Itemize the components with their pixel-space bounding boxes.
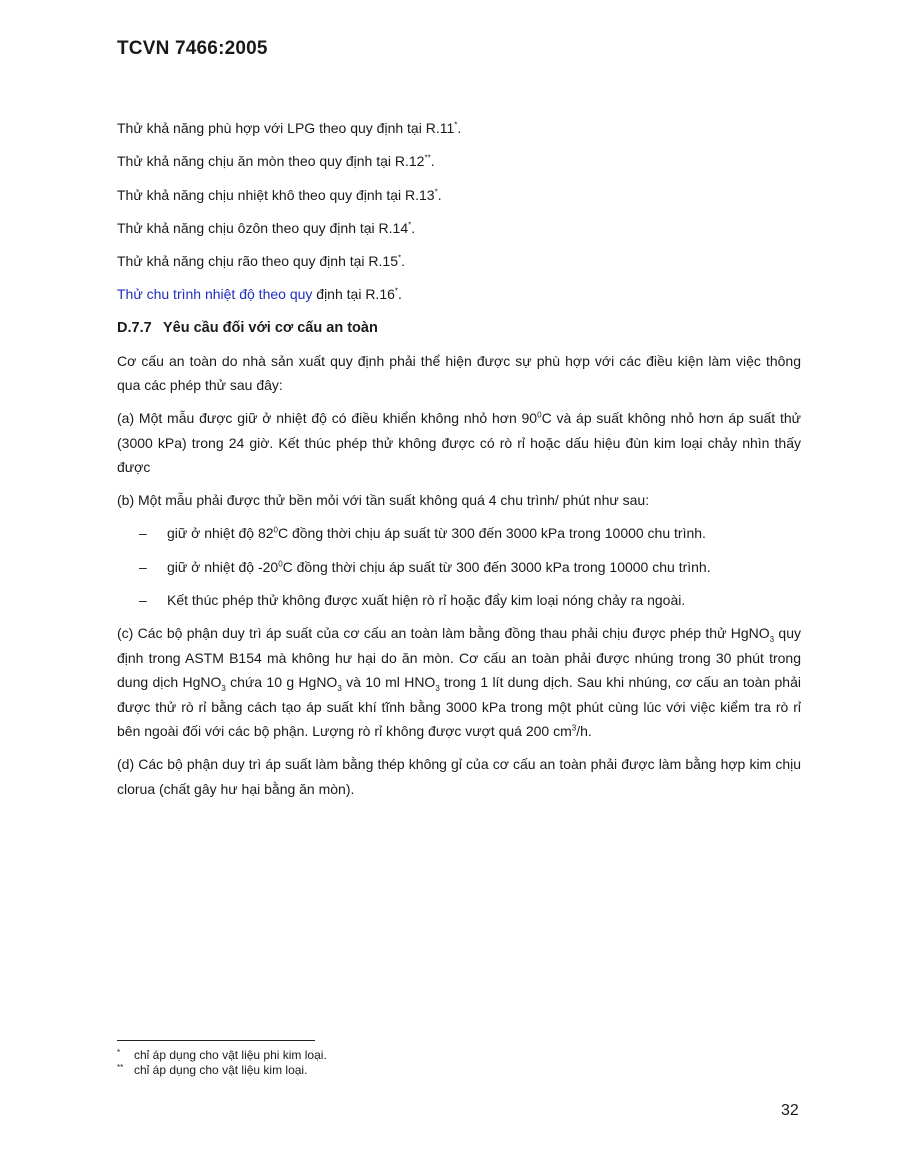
footnote-divider (117, 1040, 315, 1041)
footnote-item (117, 1063, 327, 1078)
bullet-item (117, 555, 801, 580)
test-line-r16: Thử chu trình nhiệt độ theo quy định tại R.16*. (117, 286, 402, 303)
test-line-r13: Thử khả năng chịu nhiệt khô theo quy định tại R.13*. (117, 186, 442, 203)
footnote-text: chỉ áp dụng cho vật liệu phi kim loại. (134, 1048, 327, 1062)
footnote-marker: * (394, 286, 399, 296)
subscript: 3 (337, 683, 342, 693)
test-line-r14: Thử khả năng chịu ôzôn theo quy định tại R.14*. (117, 219, 416, 236)
superscript: 3 (571, 723, 577, 733)
subscript: 3 (435, 683, 440, 693)
test-text: Thử khả năng chịu ăn mòn theo quy định tại R.12 (117, 153, 425, 170)
section-number: D.7.7 (117, 319, 152, 336)
footnote-marker: ** (117, 1063, 124, 1072)
dash-icon: – (139, 525, 147, 542)
degree-sup: 0 (278, 558, 283, 568)
section-title: Yêu cầu đối với cơ cấu an toàn (163, 319, 378, 336)
item-c-text: /h. (576, 723, 592, 740)
test-text: Thử khả năng phù hợp với LPG theo quy định tại R.11 (117, 120, 455, 136)
bullet-item (117, 588, 801, 613)
degree-sup: 0 (273, 525, 278, 535)
intro-paragraph: Cơ cấu an toàn do nhà sản xuất quy định phải thể hiện được sự phù hợp với các điều kiện làm việc thông qua các phép thử sau đây: (117, 352, 801, 394)
item-d-paragraph: (d) Các bộ phận duy trì áp suất làm bằng thép không gỉ của cơ cấu an toàn phải được làm bằng hợp kim chịu clorua (chất gây hư hại bằng ăn mòn). (117, 756, 801, 797)
footnote-item (117, 1048, 327, 1063)
bullet-item (117, 521, 801, 546)
test-text: Thử khả năng chịu rão theo quy định tại R.15 (117, 253, 398, 270)
item-a-text: (a) Một mẫu được giữ ở nhiệt độ có điều khiển không nhỏ hơn 90 (117, 410, 538, 427)
item-a-paragraph (117, 406, 801, 480)
test-text: Thử khả năng chịu nhiệt khô theo quy định tại R.13 (117, 186, 435, 203)
bullet-text: C đồng thời chịu áp suất từ 300 đến 3000 kPa trong 10000 chu trình. (277, 525, 706, 542)
item-a-text: C và áp suất không nhỏ hơn áp suất thử (3000 kPa) trong 24 giờ. Kết thúc phép thử không được có rò rỉ hoặc dấu hiệu đùn kim loại chảy nhìn thấy được (117, 410, 801, 476)
footnote-marker: * (117, 1048, 121, 1057)
footnote-marker: * (454, 120, 458, 130)
test-line-r15: Thử khả năng chịu rão theo quy định tại R.15*. (117, 253, 406, 270)
bullet-text: giữ ở nhiệt độ 82 (167, 525, 274, 542)
page-number: 32 (781, 1102, 799, 1119)
footnote-marker: * (434, 186, 438, 196)
footnotes (117, 1048, 327, 1078)
degree-sup: 0 (537, 410, 542, 420)
bullet-text: giữ ở nhiệt độ -20 (167, 558, 279, 575)
test-text: định tại R.16 (312, 286, 395, 303)
test-line-r12: Thử khả năng chịu ăn mòn theo quy định tại R.12**. (117, 153, 435, 170)
item-c-paragraph (117, 621, 801, 744)
page-body (117, 116, 801, 810)
item-c-text: và 10 ml HNO (341, 674, 436, 691)
test-line-r11: Thử khả năng phù hợp với LPG theo quy định tại R.11*. (117, 120, 462, 136)
temperature-cycle-link[interactable]: Thử chu trình nhiệt độ theo quy (117, 286, 313, 303)
section-heading (117, 316, 801, 341)
footnote-text: chỉ áp dụng cho vật liệu kim loại. (134, 1063, 308, 1077)
item-c-text: chứa 10 g HgNO (225, 674, 338, 691)
document-header: TCVN 7466:2005 (117, 38, 268, 59)
footnote-marker: ** (424, 153, 431, 163)
item-b-paragraph: (b) Một mẫu phải được thử bền mỏi với tần suất không quá 4 chu trình/ phút như sau: (117, 492, 650, 509)
subscript: 3 (769, 634, 775, 644)
footnote-marker: * (398, 253, 402, 263)
dash-icon: – (139, 558, 147, 575)
test-text: Thử khả năng chịu ôzôn theo quy định tại R.14 (117, 219, 409, 236)
bullet-text: C đồng thời chịu áp suất từ 300 đến 3000 kPa trong 10000 chu trình. (282, 558, 711, 575)
footnote-marker: * (408, 220, 412, 230)
bullet-text: Kết thúc phép thử không được xuất hiện rò rỉ hoặc đẩy kim loại nóng chảy ra ngoài. (167, 591, 686, 608)
dash-icon: – (139, 591, 147, 608)
item-c-text: quy định trong ASTM B154 mà không hư hại do ăn mòn. Cơ cấu an toàn phải được nhúng trong 30 phút trong dung dịch HgNO (117, 625, 801, 691)
subscript: 3 (221, 683, 226, 693)
item-c-text: (c) Các bộ phận duy trì áp suất của cơ cấu an toàn làm bằng đồng thau phải chịu được phép thử HgNO (117, 625, 770, 642)
item-c-text: trong 1 lít dung dịch. Sau khi nhúng, cơ cấu an toàn phải được thử rò rỉ bằng cách tạo áp suất khí tĩnh bằng 3000 kPa trong một phút cùng lúc với việc kiểm tra rò rỉ bên ngoài đối với các bộ phận. Lượng rò rỉ không được vượt quá 200 cm (117, 674, 801, 740)
